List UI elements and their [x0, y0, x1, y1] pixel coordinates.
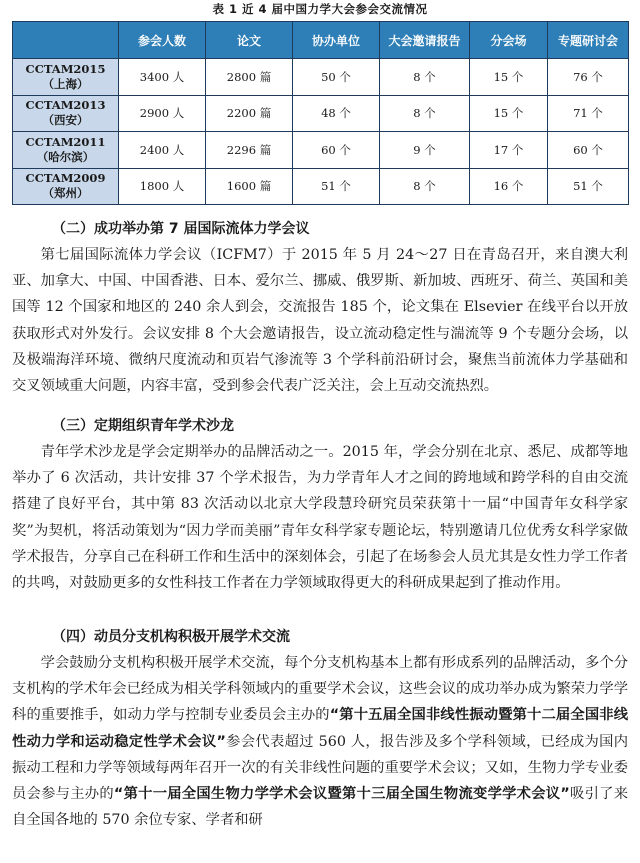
row-header	[13, 59, 119, 96]
table-cell: 60 个	[548, 132, 629, 169]
conference-name: CCTAM2009	[25, 171, 106, 186]
conference-name: CCTAM2011	[25, 134, 106, 149]
header-cell: 论文	[206, 22, 293, 59]
row-header	[13, 168, 119, 205]
paragraph-text: 学会鼓励分支机构积极开展学术交流，每个分支机构基本上都有形成系列的品牌活动，多个分支机构的学术年会已经成为相关学科领域内的重要学术会议，这些会议的成功举办成为繁荣力学学科的重要推手，如动力学与控制专业委员会主办的	[12, 655, 628, 724]
table-cell: 76 个	[548, 59, 629, 96]
table-row	[13, 132, 629, 169]
paragraph-text: 参会代表超过 560 人，报告涉及多个学科领域，已经成为国内振动工程和力学等领域每两年召开一次的有关非线性问题的重要学术会议；又如，生物力学专业委员会参与主办的	[12, 733, 628, 803]
conference-city: （郑州）	[42, 186, 89, 201]
header-cell: 专题研讨会	[548, 22, 629, 59]
table-row	[13, 168, 629, 205]
table-cell: 17 个	[470, 132, 548, 169]
table-cell: 2800 篇	[206, 59, 293, 96]
section-heading: （二）成功举办第 7 届国际流体力学会议	[52, 221, 310, 237]
conference-name: CCTAM2015	[25, 61, 106, 76]
table-cell: 2296 篇	[206, 132, 293, 169]
table-cell: 1600 篇	[206, 168, 293, 205]
header-cell	[13, 22, 119, 59]
table-cell: 15 个	[470, 95, 548, 132]
table-header-row	[13, 22, 629, 59]
table-caption: 表 1 近 4 届中国力学大会参会交流情况	[212, 2, 428, 16]
section-paragraph: 第七届国际流体力学会议（ICFM7）于 2015 年 5 月 24～27 日在青岛召开，来自澳大利亚、加拿大、中国、中国香港、日本、爱尔兰、挪威、俄罗斯、新加坡、西班牙、荷兰、英国和美国等 12 个国家和地区的 240 余人到会，交流报告 185 个，论文集在 Elsevier 在线平台以开放获取形式对外发行。会议安排 8 个大会邀请报告，设立流动稳定性与湍流等 9 个专题分会场，以及极端海洋环境、微纳尺度流动和页岩气渗流等 3 个学科前沿研讨会，聚焦当前流体力学基础和交叉领域重大问题，内容丰富，受到参会代表广泛关注，会上互动交流热烈。	[12, 247, 628, 395]
conference-name: CCTAM2013	[25, 98, 106, 113]
conference-city: （上海）	[42, 76, 89, 91]
table-cell: 3400 人	[119, 59, 206, 96]
table-cell: 60 个	[293, 132, 380, 169]
section-icfm7	[12, 216, 628, 399]
table-cell: 48 个	[293, 95, 380, 132]
section-youth-salon	[12, 413, 628, 596]
table-cell: 71 个	[548, 95, 629, 132]
conference-city: （西安）	[42, 113, 89, 128]
conference-title-bold: “第十一届全国生物力学学术会议暨第十三届全国生物流变学学术会议”	[113, 786, 570, 803]
table-cell: 2400 人	[119, 132, 206, 169]
table-cell: 8 个	[380, 95, 470, 132]
table-cell: 51 个	[293, 168, 380, 205]
section-heading: （四）动员分支机构积极开展学术交流	[52, 629, 290, 645]
table-cell: 50 个	[293, 59, 380, 96]
row-header	[13, 132, 119, 169]
row-header	[13, 95, 119, 132]
header-cell: 大会邀请报告	[380, 22, 470, 59]
conference-city: （哈尔滨）	[36, 149, 95, 164]
paragraph-text: 吸引了来自全国各地的 570 余位专家、学者和研	[12, 786, 629, 829]
header-cell: 协办单位	[293, 22, 380, 59]
section-paragraph: 青年学术沙龙是学会定期举办的品牌活动之一。2015 年，学会分别在北京、悉尼、成都等地举办了 6 次活动，共计安排 37 个学术报告，为力学青年人才之间的跨地域和跨学科的自由交流搭建了良好平台，其中第 83 次活动以北京大学段慧玲研究员荣获第十一届“中国青年女科学家奖”为契机，将活动策划为“因力学而美丽”青年女科学家专题论坛，特别邀请几位优秀女科学家做学术报告，分享自己在科研工作和生活中的深刻体会，引起了在场参会人员尤其是女性力学工作者的共鸣，对鼓励更多的女性科技工作者在力学领域取得更大的科研成果起到了推动作用。	[12, 444, 628, 592]
table-cell: 15 个	[470, 59, 548, 96]
table-cell: 16 个	[470, 168, 548, 205]
table-cell: 8 个	[380, 59, 470, 96]
header-cell: 分会场	[470, 22, 548, 59]
header-cell: 参会人数	[119, 22, 206, 59]
conference-title-bold: “第十五届全国非线性振动暨第十二届全国非线性动力学和运动稳定性学术会议”	[12, 707, 628, 750]
section-paragraph	[12, 650, 628, 833]
table-cell: 51 个	[548, 168, 629, 205]
table-cell: 1800 人	[119, 168, 206, 205]
table-cell: 2900 人	[119, 95, 206, 132]
section-branch-exchange	[12, 624, 628, 833]
table-cell: 8 个	[380, 168, 470, 205]
table-cell: 9 个	[380, 132, 470, 169]
table-row	[13, 59, 629, 96]
table-row	[13, 95, 629, 132]
section-heading: （三）定期组织青年学术沙龙	[52, 418, 234, 434]
conference-stats-table	[12, 21, 629, 205]
table-cell: 2200 篇	[206, 95, 293, 132]
